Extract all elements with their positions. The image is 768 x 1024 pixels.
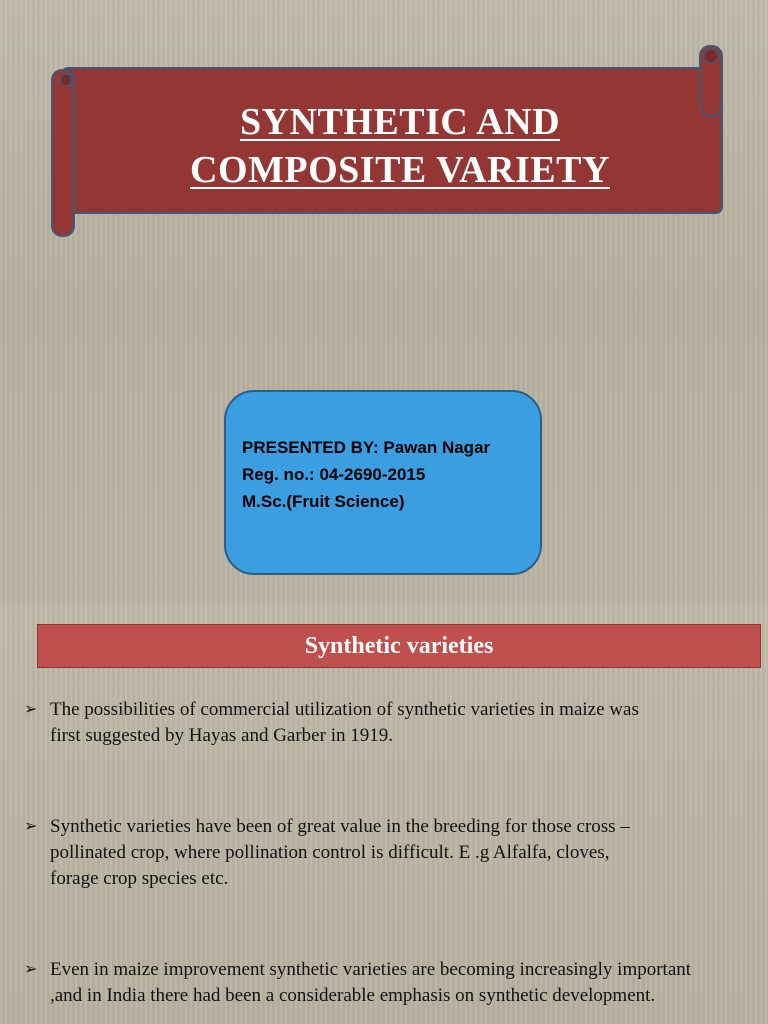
scroll-left-roll	[52, 70, 74, 236]
bullet-line: pollinated crop, where pollination control is difficult. E .g Alfalfa, cloves,	[50, 842, 610, 863]
degree: M.Sc.(Fruit Science)	[242, 492, 405, 511]
content-slide	[0, 605, 768, 1024]
title-line-1: SYNTHETIC AND	[239, 101, 561, 143]
arrow-bullet-icon: ➢	[24, 961, 38, 978]
bullet-text	[50, 697, 639, 749]
arrow-bullet-icon: ➢	[24, 701, 38, 718]
presenter-box	[224, 390, 542, 575]
bullet-line: forage crop species etc.	[50, 868, 229, 889]
bullet-line: The possibilities of commercial utilization of synthetic varieties in maize was	[50, 699, 639, 720]
bullet-line: Even in maize improvement synthetic varieties are becoming increasingly important	[50, 959, 692, 980]
registration-number: Reg. no.: 04-2690-2015	[242, 465, 426, 484]
bullet-line: Synthetic varieties have been of great value in the breeding for those cross –	[50, 816, 630, 837]
bullet-text	[50, 814, 630, 892]
arrow-bullet-icon: ➢	[24, 818, 38, 835]
section-heading-bar	[37, 624, 761, 668]
bullet-line: ,and in India there had been a considerable emphasis on synthetic development.	[50, 985, 656, 1006]
presenter-name: PRESENTED BY: Pawan Nagar	[242, 438, 491, 457]
section-heading: Synthetic varieties	[304, 632, 494, 659]
bullet-line: first suggested by Hayas and Garber in 1919.	[50, 725, 393, 746]
bullet-text	[50, 957, 691, 1009]
slide-title	[80, 80, 720, 212]
title-line-2: COMPOSITE VARIETY	[190, 149, 610, 191]
